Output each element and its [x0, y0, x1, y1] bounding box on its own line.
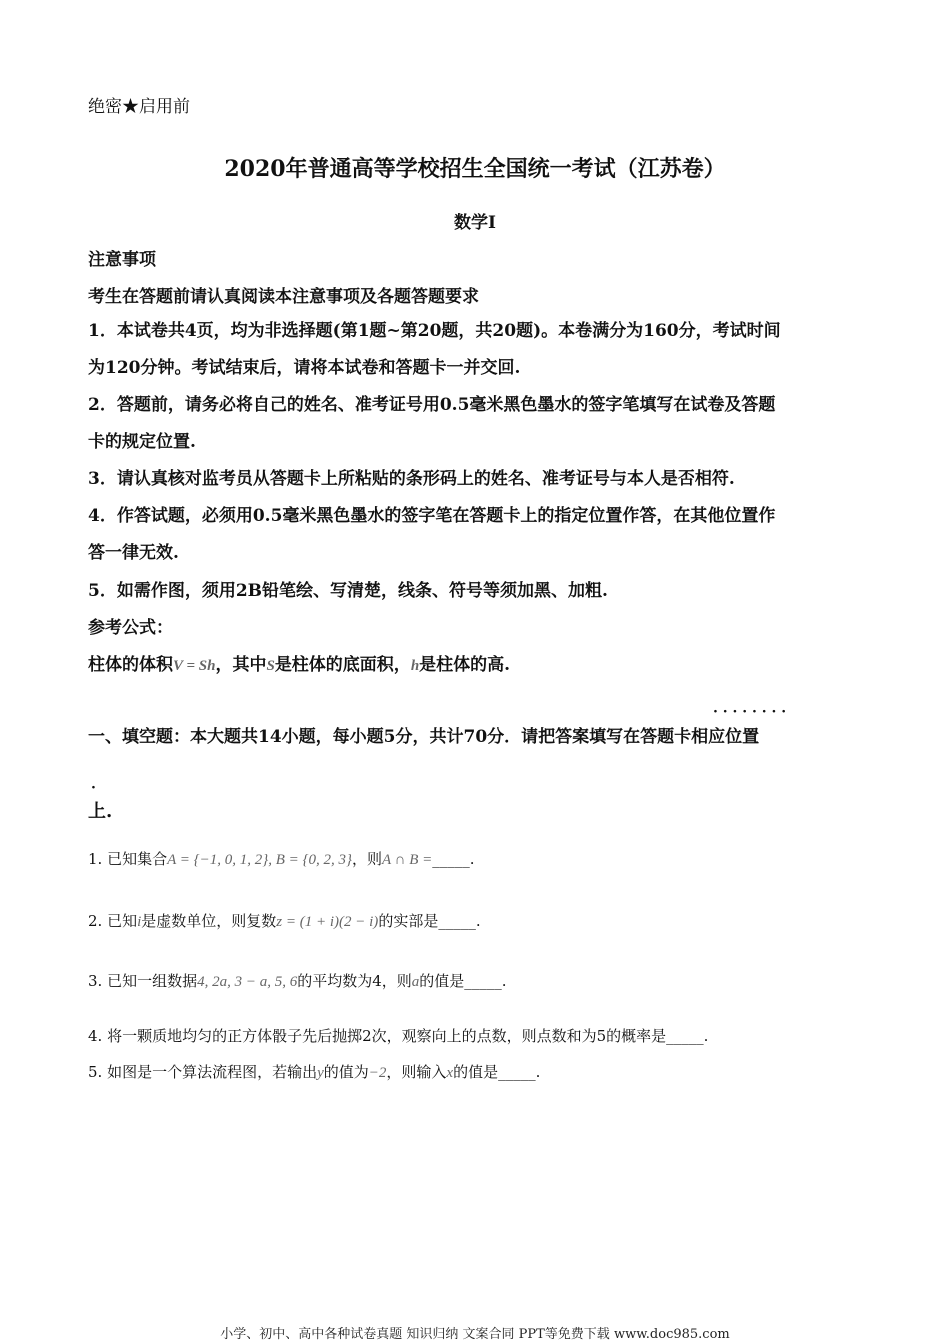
- formula-math: h: [410, 658, 420, 674]
- notes-item: 3．请认真核对监考员从答题卡上所粘贴的条形码上的姓名、准考证号与本人是否相符.: [88, 469, 735, 489]
- formula-text: 是柱体的底面积，: [274, 655, 411, 675]
- notes-heading: 注意事项: [88, 250, 156, 270]
- formula-heading: 参考公式：: [88, 618, 173, 638]
- question-5: [88, 1061, 540, 1082]
- question-4: [88, 1025, 708, 1046]
- question-text: 的平均数为4，则: [297, 972, 412, 990]
- question-math: A = {−1, 0, 1, 2}, B = {0, 2, 3}: [167, 852, 353, 868]
- formula-math: S: [266, 658, 275, 674]
- emphasis-dot: ·: [91, 780, 96, 796]
- question-text: 4. 将一颗质地均匀的正方体骰子先后抛掷2次，观察向上的点数，则点数和为5的概率是_____.: [88, 1027, 709, 1045]
- emphasis-dots: · · · · · · · ·: [713, 704, 787, 720]
- question-math: i: [137, 914, 142, 930]
- question-text: 的实部是_____.: [378, 912, 481, 930]
- question-text: 的值是_____.: [453, 1063, 541, 1081]
- question-math: y: [317, 1065, 324, 1081]
- notes-intro: 考生在答题前请认真阅读本注意事项及各题答题要求: [88, 287, 479, 307]
- question-math: x: [446, 1065, 454, 1081]
- notes-item: 为120分钟。考试结束后，请将本试卷和答题卡一并交回.: [88, 358, 521, 378]
- subject-label: 数学Ⅰ: [454, 213, 496, 233]
- question-text: ，则: [352, 850, 383, 868]
- question-math: z = (1 + i)(2 − i): [276, 914, 379, 930]
- section-heading-cont: 上.: [88, 801, 113, 822]
- question-2: [88, 910, 481, 931]
- question-1: [88, 848, 475, 869]
- page-footer: 小学、初中、高中各种试卷真题 知识归纳 文案合同 PPT等免费下载 www.doc985.com: [220, 1327, 730, 1342]
- section-heading: 一、填空题：本大题共14小题，每小题5分，共计70分．请把答案填写在答题卡相应位置: [88, 727, 760, 747]
- question-math: −2: [368, 1065, 387, 1081]
- notes-item: 5．如需作图，须用2B铅笔绘、写清楚，线条、符号等须加黑、加粗.: [88, 581, 608, 601]
- notes-item: 答一律无效.: [88, 543, 179, 563]
- question-text: 2. 已知: [88, 912, 138, 930]
- formula-text: 柱体的体积: [88, 655, 173, 675]
- notes-item: 2．答题前，请务必将自己的姓名、准考证号用0.5毫米黑色墨水的签字笔填写在试卷及答题: [88, 395, 776, 415]
- formula-text: ，其中: [215, 655, 267, 675]
- formula-line: [88, 650, 510, 675]
- question-text: _____.: [432, 850, 475, 868]
- question-3: [88, 970, 507, 991]
- formula-text: 是柱体的高.: [419, 655, 511, 675]
- exam-title: 2020年普通高等学校招生全国统一考试（江苏卷）: [224, 156, 726, 182]
- question-text: ，则输入: [386, 1063, 447, 1081]
- question-text: 的值是_____.: [419, 972, 507, 990]
- notes-item: 1．本试卷共4页，均为非选择题(第1题~第20题，共20题)。本卷满分为160分，考试时间: [88, 321, 781, 341]
- question-math: 4, 2a, 3 − a, 5, 6: [197, 974, 298, 990]
- question-text: 1. 已知集合: [88, 850, 168, 868]
- question-math: A ∩ B =: [382, 852, 433, 868]
- question-text: 的值为: [323, 1063, 369, 1081]
- notes-item: 卡的规定位置.: [88, 432, 196, 452]
- question-text: 3. 已知一组数据: [88, 972, 198, 990]
- confidential-label: 绝密★启用前: [88, 97, 190, 117]
- notes-item: 4．作答试题，必须用0.5毫米黑色墨水的签字笔在答题卡上的指定位置作答，在其他位置作: [88, 506, 776, 526]
- formula-math: V = Sh: [173, 658, 216, 674]
- question-math: a: [411, 974, 420, 990]
- question-text: 5. 如图是一个算法流程图，若输出: [88, 1063, 318, 1081]
- question-text: 是虚数单位，则复数: [141, 912, 277, 930]
